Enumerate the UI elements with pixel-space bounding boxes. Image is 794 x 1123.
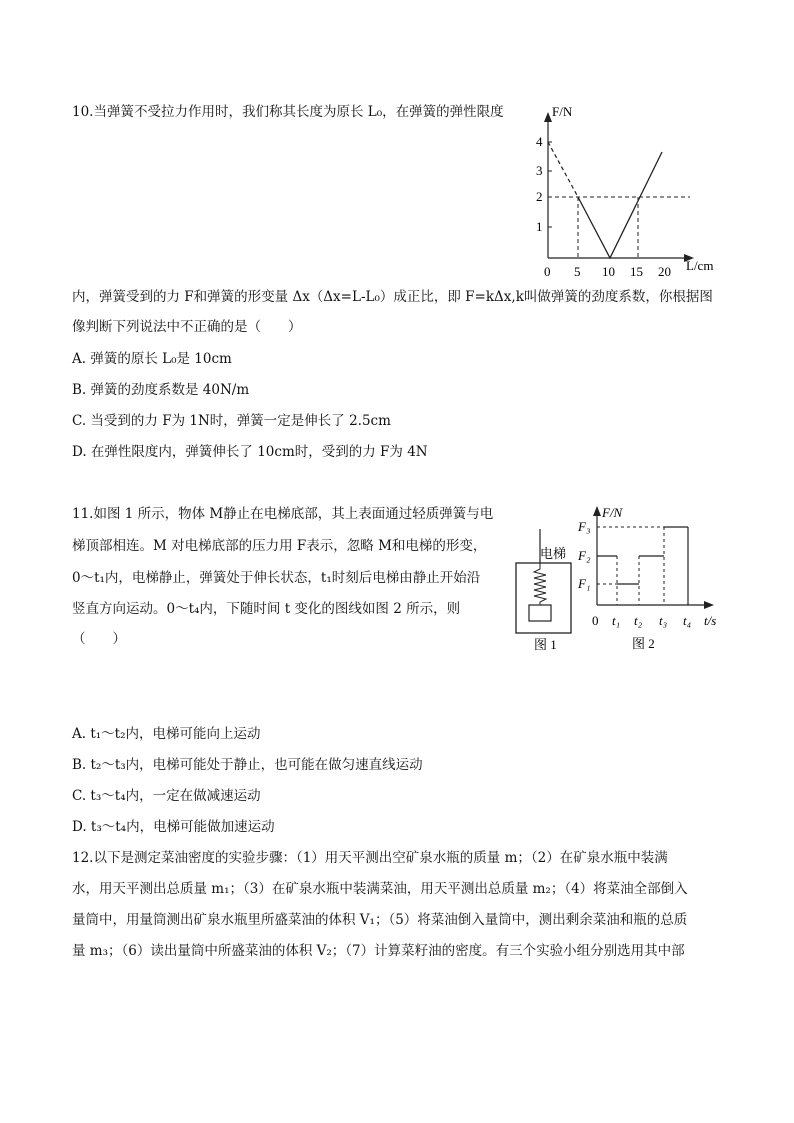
q11-figure-2-graph: [570, 500, 730, 656]
elevator-label: 电梯: [540, 546, 567, 561]
q10-origin-label: 0: [544, 264, 551, 279]
q12-line-4: 量 m₃；（6）读出量筒中所盛菜油的体积 V₂；（7）计算菜籽油的密度。有三个实验小组分别选用其中部: [72, 943, 685, 959]
q10-y-tick: 1: [536, 219, 543, 234]
q10-solid-line: [578, 152, 662, 258]
q10-y-tick: 3: [536, 163, 543, 178]
q10-stem-line-1: 10.当弹簧不受拉力作用时，我们称其长度为原长 L₀，在弹簧的弹性限度: [72, 104, 504, 120]
q10-option-a: A. 弹簧的原长 L₀是 10cm: [72, 351, 232, 367]
fig2-tick-t1: t₁: [612, 613, 621, 628]
q11-option-a: A. t₁～t₂内，电梯可能向上运动: [72, 726, 261, 742]
q10-dashed-line: [548, 142, 578, 197]
fig2-origin-label: 0: [592, 613, 599, 628]
q10-force-length-graph: [528, 100, 728, 280]
q10-x-tick: 20: [658, 264, 671, 279]
q11-stem-line-1: 11.如图 1 所示，物体 M静止在电梯底部，其上表面通过轻质弹簧与电: [72, 506, 494, 522]
q12-line-1: 12.以下是测定菜油密度的实验步骤：（1）用天平测出空矿泉水瓶的质量 m；（2）在矿泉水瓶中装满: [72, 850, 668, 866]
q11-option-b: B. t₂～t₃内，电梯可能处于静止，也可能在做匀速直线运动: [72, 757, 423, 773]
q12-line-2: 水，用天平测出总质量 m₁；（3）在矿泉水瓶中装满菜油，用天平测出总质量 m₂；（4）将菜油全部倒入: [72, 881, 688, 897]
q10-option-c: C. 当受到的力 F为 1N时，弹簧一定是伸长了 2.5cm: [72, 413, 391, 429]
figure-1-caption: 图 1: [534, 637, 557, 652]
fig2-level-f2: F₂: [578, 548, 591, 563]
q10-x-axis-label: L/cm: [686, 258, 714, 273]
fig2-y-axis-label: F/N: [602, 505, 623, 520]
fig2-tick-t4: t₄: [683, 613, 692, 628]
q10-x-tick: 10: [602, 264, 615, 279]
q11-option-c: C. t₃～t₄内，一定在做减速运动: [72, 788, 261, 804]
q10-y-arrow: [544, 112, 552, 122]
q10-option-d: D. 在弹性限度内，弹簧伸长了 10cm时，受到的力 F为 4N: [72, 444, 428, 460]
block-m: [529, 605, 551, 621]
fig2-tick-t2: t₂: [634, 613, 643, 628]
q11-stem-line-4: 竖直方向运动。0～t₄内，下随时间 t 变化的图线如图 2 所示，则: [72, 601, 461, 617]
q11-option-d: D. t₃～t₄内，电梯可能做加速运动: [72, 819, 275, 835]
q10-y-tick: 2: [536, 189, 543, 204]
fig2-x-axis-label: t/s: [704, 613, 717, 628]
fig2-level-f3: F₃: [578, 519, 591, 534]
q10-y-tick: 4: [536, 134, 543, 149]
q11-stem-line-3: 0～t₁内，电梯静止，弹簧处于伸长状态，t₁时刻后电梯由静止开始沿: [72, 570, 481, 586]
q12-line-3: 量筒中，用量筒测出矿泉水瓶里所盛菜油的体积 V₁；（5）将菜油倒入量筒中，测出剩余菜油和瓶的总质: [72, 912, 688, 928]
q10-option-b: B. 弹簧的劲度系数是 40N/m: [72, 382, 250, 398]
fig2-tick-t3: t₃: [659, 613, 668, 628]
spring: [534, 563, 546, 605]
q10-y-axis-label: F/N: [552, 104, 573, 119]
fig2-level-f1: F₁: [578, 576, 591, 591]
figure-2-caption: 图 2: [632, 636, 655, 651]
q10-stem-line-3: 像判断下列说法中不正确的是（ ）: [72, 319, 302, 335]
q10-x-tick: 15: [630, 264, 643, 279]
q10-stem-line-2: 内，弹簧受到的力 F和弹簧的形变量 Δx（Δx=L-L₀）成正比，即 F=kΔx,k叫做弹簧的劲度系数，你根据图: [72, 289, 713, 305]
q10-x-tick: 5: [574, 264, 581, 279]
q11-stem-line-5: （ ）: [72, 631, 126, 647]
q11-stem-line-2: 梯顶部相连。M 对电梯底部的压力用 F表示，忽略 M和电梯的形变，: [72, 538, 487, 554]
